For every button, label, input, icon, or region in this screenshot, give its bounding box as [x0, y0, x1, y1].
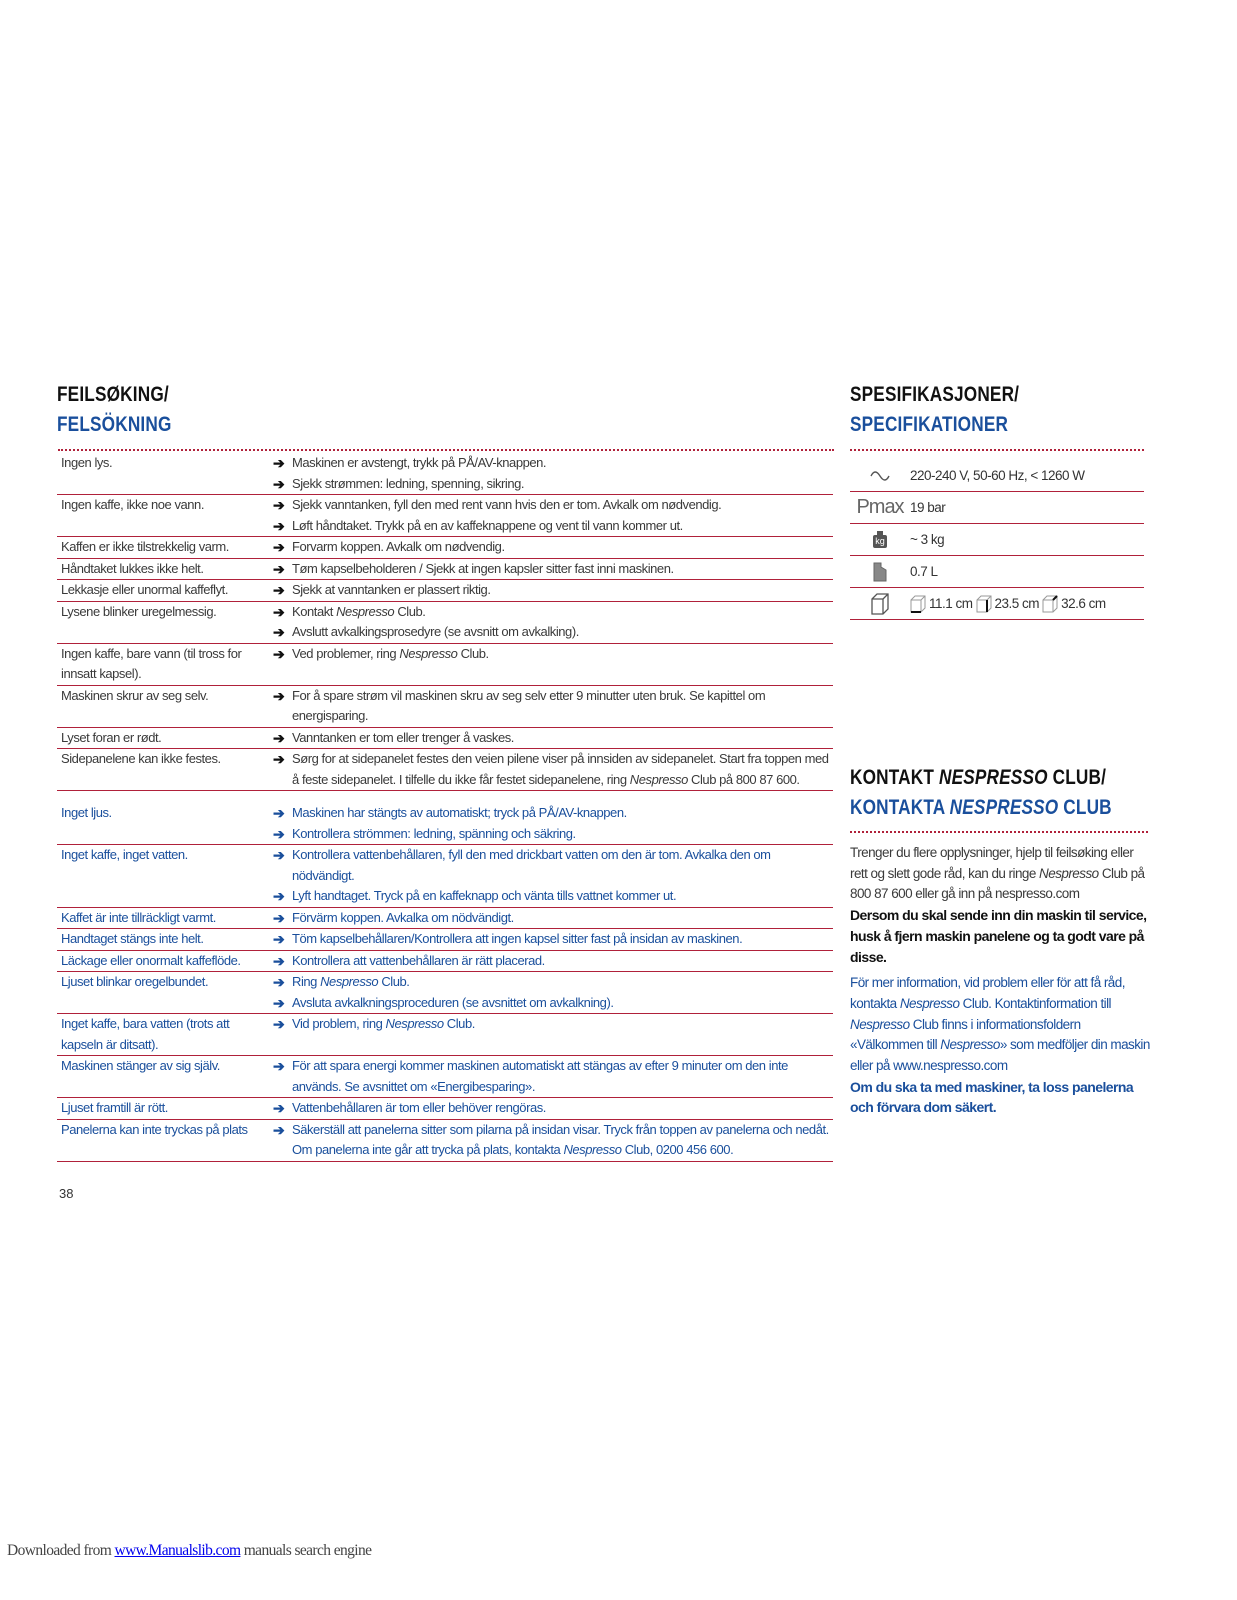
spec-depth-value: 32.6 cm	[1061, 596, 1106, 611]
page-number: 38	[59, 1185, 74, 1201]
contact-note-sv: Om du ska ta med maskiner, ta loss panelerna och förvara dom säkert.	[850, 1078, 1134, 1116]
spec-weight-value: ~ 3 kg	[910, 532, 945, 547]
solution-item	[273, 516, 833, 537]
text-segment: Club.	[457, 645, 489, 661]
spec-power	[850, 460, 1144, 492]
brand-name: Nespresso	[385, 1016, 444, 1031]
t: » som medföljer din maskin eller på www.nespresso.com	[850, 1037, 1150, 1074]
solution-text	[292, 929, 742, 950]
spec-pressure-value: 19 bar	[910, 500, 946, 515]
arrow-right-icon: ➔	[273, 825, 285, 842]
table-row	[57, 951, 833, 973]
text-segment: Maskinen har stängts av automatiskt; tryck på PÅ/AV-knappen.	[292, 805, 627, 820]
solution-text	[292, 1120, 833, 1161]
table-row	[57, 537, 833, 559]
t: NESPRESSO	[938, 766, 1048, 789]
depth-icon	[1042, 594, 1058, 614]
solution-item	[273, 908, 833, 929]
solution-item	[273, 686, 833, 727]
arrow-right-icon: ➔	[273, 582, 285, 598]
solution-item	[273, 537, 833, 558]
table-row	[57, 1098, 833, 1120]
problem-text: Panelerna kan inte tryckas på plats	[61, 1121, 248, 1137]
solution-item	[273, 929, 833, 950]
spec-pressure	[850, 492, 1144, 524]
text-segment: Club.	[378, 974, 410, 989]
table-row	[57, 1014, 833, 1056]
problem-text: Kaffen er ikke tilstrekkelig varm.	[61, 539, 229, 554]
arrow-right-icon: ➔	[273, 751, 285, 767]
text-segment: Vid problem, ring	[292, 1016, 386, 1031]
t: CLUB/	[1047, 766, 1107, 789]
problem-text: Lekkasje eller unormal kaffeflyt.	[61, 582, 228, 597]
spec-dimensions	[850, 588, 1144, 620]
heading-sv: SPECIFIKATIONER	[850, 413, 1009, 436]
text-segment: Ring	[292, 974, 321, 989]
spec-width-value: 11.1 cm	[929, 596, 973, 611]
problem-text: Ljuset blinkar oregelbundet.	[61, 974, 209, 989]
solution-text	[292, 580, 491, 601]
kg-label: kg	[875, 536, 885, 546]
text-segment: Club.	[394, 603, 426, 619]
problem-text: Ingen lys.	[61, 455, 113, 470]
manualslib-link[interactable]: www.Manualslib.com	[114, 1542, 241, 1559]
t: Nespresso	[940, 1037, 1000, 1053]
t: Nespresso	[850, 1016, 910, 1032]
table-row	[57, 728, 833, 750]
contact-note-no: Dersom du skal sende inn din maskin til service, husk å fjern maskin panelene og ta godt vare på disse.	[850, 907, 1147, 965]
width-icon	[910, 594, 926, 614]
contact-text-sv	[850, 973, 1150, 1077]
box-icon	[850, 593, 910, 615]
text-segment: Vattenbehållaren är tom eller behöver rengöras.	[292, 1100, 546, 1115]
brand-name: Nespresso	[336, 603, 395, 619]
ac-power-icon	[850, 470, 910, 482]
arrow-right-icon: ➔	[273, 603, 285, 620]
t: NESPRESSO	[949, 796, 1059, 819]
problem-text: Ingen kaffe, bare vann (til tross for innsatt kapsel).	[61, 645, 242, 681]
solutions	[273, 644, 833, 685]
text-segment: Ved problemer, ring	[292, 645, 400, 661]
text-segment: Kontrollera strömmen: ledning, spänning och säkring.	[292, 825, 576, 841]
arrow-right-icon: ➔	[273, 931, 285, 947]
table-row	[57, 453, 833, 495]
text-segment: Sørg for at sidepanelet festes den veien pilene viser på innsiden av sidepanelet. Start fra toppen med å feste sidepanelet. I tilfelle du ikke får festet sidepanelene, ring	[292, 751, 829, 787]
solutions	[273, 1014, 833, 1055]
brand-name: Nespresso	[399, 645, 458, 661]
solution-text	[292, 908, 514, 929]
arrow-right-icon: ➔	[273, 974, 285, 990]
table-row	[57, 929, 833, 951]
arrow-right-icon: ➔	[273, 497, 285, 513]
arrow-right-icon: ➔	[273, 805, 285, 821]
solutions	[273, 453, 833, 494]
problem-text: Inget kaffe, inget vatten.	[61, 847, 188, 862]
arrow-right-icon: ➔	[273, 1121, 285, 1138]
solution-item	[273, 495, 833, 516]
problem-text: Ingen kaffe, ikke noe vann.	[61, 497, 204, 512]
text-segment: For å spare strøm vil maskinen skru av seg selv etter 9 minutter uten bruk. Se kapittel om energisparing.	[292, 687, 766, 723]
spec-height-value: 23.5 cm	[994, 596, 1040, 611]
pmax-icon	[850, 496, 910, 519]
solutions	[273, 929, 833, 950]
t: Club. Kontaktinformation till	[959, 995, 1111, 1011]
download-footer	[7, 1542, 371, 1560]
text-segment: Avsluta avkalkningsproceduren (se avsnittet om avkalkning).	[292, 994, 614, 1010]
solution-item	[273, 602, 833, 623]
contact-text-no	[850, 843, 1150, 905]
solutions	[273, 1056, 833, 1097]
table-row	[57, 602, 833, 644]
text-segment: Säkerställ att panelerna sitter som pilarna på insidan visar. Tryck från toppen av panelerna och nedåt. Om panelerna inte går att trycka på plats, kontakta	[292, 1121, 829, 1157]
table-row	[57, 1056, 833, 1098]
solutions	[273, 951, 833, 972]
solutions	[273, 845, 833, 907]
dimensions-values	[910, 594, 1106, 614]
footer-suffix: manuals search engine	[240, 1542, 372, 1559]
solution-text	[292, 622, 579, 643]
specs-table	[850, 460, 1144, 620]
text-segment: Club, 0200 456 600.	[621, 1142, 734, 1157]
text-segment: Vanntanken er tom eller trenger å vaskes.	[292, 729, 514, 745]
solutions	[273, 559, 833, 580]
water-tank-icon	[850, 562, 910, 582]
problem-text: Lysene blinker uregelmessig.	[61, 603, 217, 619]
solution-text	[292, 1098, 546, 1119]
table-row	[57, 803, 833, 845]
arrow-right-icon: ➔	[273, 624, 285, 640]
arrow-right-icon: ➔	[273, 888, 285, 904]
solution-item	[273, 559, 833, 580]
troubleshooting-heading	[57, 380, 172, 440]
t: CLUB	[1058, 796, 1112, 819]
solution-text	[292, 516, 683, 537]
footer-prefix: Downloaded from	[7, 1542, 115, 1559]
solution-item	[273, 972, 833, 993]
solution-text	[292, 537, 505, 558]
problem-text: Läckage eller onormalt kaffeflöde.	[61, 952, 241, 968]
solutions	[273, 537, 833, 558]
arrow-right-icon: ➔	[273, 455, 285, 471]
text-segment: Kontakt	[292, 603, 337, 619]
solution-text	[292, 602, 425, 623]
problem-text: Inget kaffe, bara vatten (trots att kapseln är ditsatt).	[61, 1016, 230, 1052]
contact-heading	[850, 763, 1112, 823]
t: Nespresso	[1039, 865, 1099, 881]
problem-text: Maskinen stänger av sig själv.	[61, 1058, 220, 1073]
solution-item	[273, 951, 833, 972]
arrow-right-icon: ➔	[273, 475, 285, 492]
arrow-right-icon: ➔	[273, 729, 285, 746]
dotted-divider	[850, 831, 1148, 833]
solutions	[273, 908, 833, 929]
specs-heading	[850, 380, 1019, 440]
solution-text	[292, 474, 524, 495]
heading-sv: FELSÖKNING	[57, 413, 172, 436]
t: KONTAKT	[850, 766, 939, 789]
dotted-divider	[58, 449, 834, 451]
problem-text: Kaffet är inte tillräckligt varmt.	[61, 909, 216, 925]
text-segment: Tøm kapselbeholderen / Sjekk at ingen kapsler sitter fast inni maskinen.	[292, 560, 674, 576]
text-segment: Sjekk vanntanken, fyll den med rent vann hvis den er tom. Avkalk om nødvendig.	[292, 497, 722, 512]
brand-name: Nespresso	[629, 771, 688, 787]
solutions	[273, 972, 833, 1013]
text-segment: Kontrollera vattenbehållaren, fyll den med drickbart vatten om den är tom. Avkalka den om nödvändigt.	[292, 847, 771, 883]
solutions	[273, 495, 833, 536]
brand-name: Nespresso	[320, 974, 379, 989]
solutions	[273, 602, 833, 643]
problem-text: Inget ljus.	[61, 805, 112, 820]
pmax-label: Pmax	[856, 496, 904, 518]
problem-text: Ljuset framtill är rött.	[61, 1100, 168, 1115]
solution-item	[273, 749, 833, 790]
t: Nespresso	[899, 995, 960, 1011]
problem-text: Maskinen skrur av seg selv.	[61, 687, 209, 703]
text-segment: Kontrollera att vattenbehållaren är rätt placerad.	[292, 952, 545, 968]
solution-text	[292, 644, 489, 665]
troubleshooting-table	[57, 453, 833, 1162]
table-row	[57, 644, 833, 686]
contact-section	[850, 843, 1150, 1118]
spec-power-value: 220-240 V, 50-60 Hz, < 1260 W	[910, 468, 1085, 483]
arrow-right-icon: ➔	[273, 645, 285, 662]
solution-text	[292, 824, 576, 845]
solutions	[273, 1120, 833, 1161]
height-icon	[976, 594, 992, 614]
solution-text	[292, 749, 833, 790]
heading-no: FEILSØKING/	[57, 383, 169, 406]
arrow-right-icon: ➔	[273, 1058, 285, 1074]
arrow-right-icon: ➔	[273, 539, 285, 555]
table-row	[57, 686, 833, 728]
dotted-divider	[850, 449, 1144, 451]
solution-item	[273, 728, 833, 749]
table-row	[57, 495, 833, 537]
spec-volume	[850, 556, 1144, 588]
weight-icon	[850, 531, 910, 548]
solution-item	[273, 993, 833, 1014]
solution-text	[292, 453, 546, 474]
text-segment: Forvarm koppen. Avkalk om nødvendig.	[292, 539, 505, 554]
text-segment: Lyft handtaget. Tryck på en kaffeknapp och vänta tills vattnet kommer ut.	[292, 888, 677, 903]
problem-text: Sidepanelene kan ikke festes.	[61, 751, 221, 766]
solutions	[273, 728, 833, 749]
heading-no	[850, 763, 1112, 793]
solutions	[273, 580, 833, 601]
solution-item	[273, 474, 833, 495]
solution-item	[273, 622, 833, 643]
solutions	[273, 1098, 833, 1119]
solution-item	[273, 824, 833, 845]
solution-text	[292, 495, 721, 516]
arrow-right-icon: ➔	[273, 1100, 285, 1116]
solution-item	[273, 580, 833, 601]
solution-item	[273, 1056, 833, 1097]
arrow-right-icon: ➔	[273, 994, 285, 1011]
solution-item	[273, 644, 833, 665]
table-row	[57, 845, 833, 908]
arrow-right-icon: ➔	[273, 1016, 285, 1032]
problem-text: Lyset foran er rødt.	[61, 729, 162, 745]
problem-text: Håndtaket lukkes ikke helt.	[61, 560, 204, 576]
solution-text	[292, 1056, 833, 1097]
t: Trenger du flere opplysninger, hjelp til feilsøking eller rett og slett gode råd, kan du ringe	[850, 845, 1134, 881]
text-segment: Club.	[443, 1016, 475, 1031]
text-segment: Töm kapselbehållaren/Kontrollera att ingen kapsel sitter fast på insidan av maskinen.	[292, 931, 743, 946]
solution-item	[273, 453, 833, 474]
troubleshooting-section	[57, 453, 833, 1202]
solution-item	[273, 803, 833, 824]
arrow-right-icon: ➔	[273, 687, 285, 704]
solutions	[273, 803, 833, 844]
heading-sv	[850, 793, 1112, 823]
t: KONTAKTA	[850, 796, 950, 819]
solution-text	[292, 972, 409, 993]
t: Club finns i informationsfoldern «Välkommen till	[850, 1016, 1081, 1053]
t: För mer information, vid problem eller för att få råd, kontakta	[850, 975, 1125, 1011]
solution-text	[292, 803, 627, 824]
text-segment: Avslutt avkalkingsprosedyre (se avsnitt om avkalking).	[292, 624, 579, 639]
text-segment: Sjekk at vanntanken er plassert riktig.	[292, 582, 491, 597]
heading-no: SPESIFIKASJONER/	[850, 383, 1020, 406]
text-segment: Club på 800 87 600.	[687, 771, 800, 787]
arrow-right-icon: ➔	[273, 909, 285, 926]
table-row	[57, 1120, 833, 1162]
solution-item	[273, 1120, 833, 1161]
table-row	[57, 972, 833, 1014]
text-segment: För att spara energi kommer maskinen automatiskt att stängas av efter 9 minuter om den inte används. Se avsnittet om «Energibesparing».	[292, 1058, 788, 1094]
arrow-right-icon: ➔	[273, 952, 285, 969]
table-row	[57, 749, 833, 791]
solution-text	[292, 886, 676, 907]
table-row	[57, 559, 833, 581]
text-segment: Løft håndtaket. Trykk på en av kaffeknappene og vent til vann kommer ut.	[292, 517, 683, 533]
solution-text	[292, 728, 514, 749]
solution-text	[292, 993, 614, 1014]
arrow-right-icon: ➔	[273, 847, 285, 863]
solution-item	[273, 845, 833, 886]
solution-item	[273, 886, 833, 907]
solution-item	[273, 1098, 833, 1119]
solution-text	[292, 845, 833, 886]
table-row	[57, 908, 833, 930]
spec-volume-value: 0.7 L	[910, 564, 938, 579]
t: Club på 800 87 600 eller gå inn på nespresso.com	[850, 865, 1145, 902]
problem-text: Handtaget stängs inte helt.	[61, 931, 204, 946]
text-segment: Förvärm koppen. Avkalka om nödvändigt.	[292, 909, 514, 925]
arrow-right-icon: ➔	[273, 517, 285, 534]
solution-text	[292, 686, 833, 727]
solution-text	[292, 1014, 475, 1035]
spec-weight	[850, 524, 1144, 556]
table-row	[57, 580, 833, 602]
solution-text	[292, 951, 545, 972]
solutions	[273, 749, 833, 790]
solution-text	[292, 559, 674, 580]
solution-item	[273, 1014, 833, 1035]
text-segment: Maskinen er avstengt, trykk på PÅ/AV-knappen.	[292, 455, 547, 470]
text-segment: Sjekk strømmen: ledning, spenning, sikring.	[292, 475, 525, 491]
brand-name: Nespresso	[563, 1142, 622, 1157]
solutions	[273, 686, 833, 727]
arrow-right-icon: ➔	[273, 560, 285, 577]
